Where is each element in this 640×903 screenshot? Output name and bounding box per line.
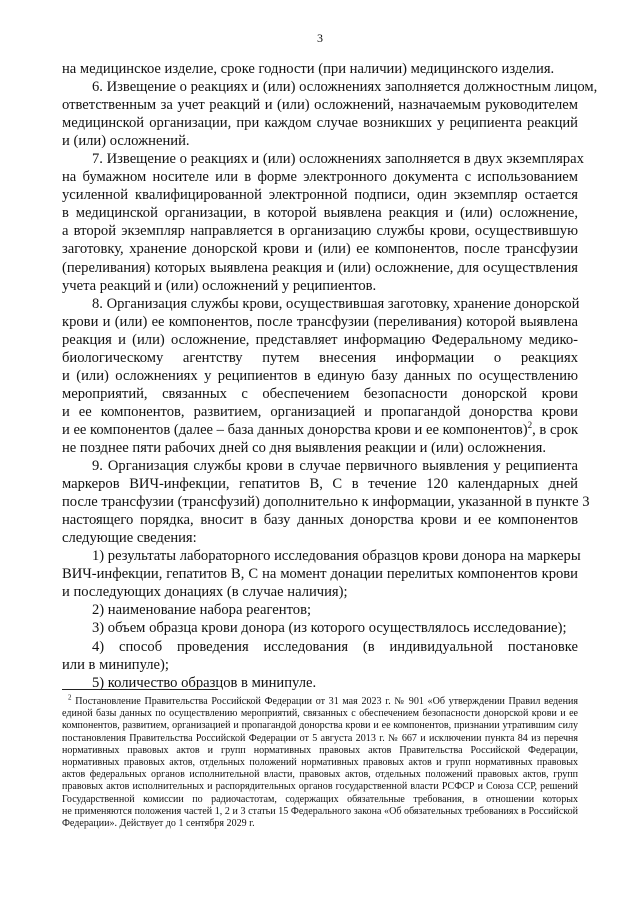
text-line: крови и (или) ее компонентов, после трансфузии (переливания) которой выявлена	[62, 313, 578, 330]
text-line: биологическому агентству путем внесения информации о реакциях	[62, 349, 578, 366]
footnote-line	[62, 693, 579, 708]
text-line: мероприятий, связанных с обеспечением безопасности донорской крови	[62, 385, 578, 402]
footnote-text: Постановление Правительства Российской Федерации от 31 мая 2023 г. № 901 «Об утверждении Правил ведения	[75, 696, 579, 707]
list-item-4	[62, 638, 578, 674]
list-item-2	[62, 601, 578, 619]
footnote-line: правовых актов исполнительных и распорядительных органов государственной власти РСФСР и Союза ССР, решений	[62, 781, 578, 793]
footnote-mark: 2	[68, 693, 72, 702]
text-line: или в минипуле);	[62, 656, 169, 673]
footnote-line: нормативных правовых актов и групп нормативных правовых актов Правительства Российской Федерации,	[62, 744, 578, 756]
text-line: на бумажном носителе или в форме электронного документа с использованием	[62, 169, 578, 186]
footnote-separator	[62, 689, 218, 690]
text-line: и последующих донациях (в случае наличия);	[62, 584, 348, 601]
footnote-line: нормативных правовых актов, отдельных положений нормативных правовых актов и групп нормативных правовых	[62, 757, 578, 769]
text-fragment: и ее компонентов (далее – база данных донорства крови и ее компонентов)	[62, 421, 528, 438]
paragraph-7	[62, 150, 584, 294]
text-line: 8. Организация службы крови, осуществившая заготовку, хранение донорской	[92, 295, 580, 312]
footnote-line: Федерации». Действует до 1 сентября 2029 г.	[62, 818, 255, 830]
list-item-1	[62, 547, 581, 601]
text-line: маркеров ВИЧ-инфекции, гепатитов В, С в течение 120 календарных дней	[62, 476, 578, 493]
text-line: после трансфузии (трансфузий) дополнительно к информации, указанной в пункте 3	[62, 494, 590, 511]
paragraph-8	[62, 295, 578, 457]
text-line: в медицинской организации, в которой выявлена реакция и (или) осложнение,	[62, 205, 578, 222]
text-line: 5) количество образцов в минипуле.	[92, 674, 317, 691]
paragraph-6	[62, 78, 598, 150]
paragraph-continuation	[62, 60, 578, 78]
footnote-line: постановления Правительства Российской Федерации от 5 августа 2013 г. № 667 и исключении пункта 84 из перечня	[62, 732, 578, 744]
text-line: и (или) осложнениях у реципиентов в единую базу данных по осуществлению	[62, 367, 578, 384]
paragraph-9	[62, 457, 590, 547]
text-line: и (или) осложнений.	[62, 133, 190, 150]
text-line: на медицинское изделие, сроке годности (при наличии) медицинского изделия.	[62, 61, 555, 77]
text-line: 3) объем образца крови донора (из которого осуществлялось исследование);	[92, 620, 567, 637]
text-line: настоящего порядка, вносит в базу данных донорства крови и ее компонентов	[62, 512, 578, 529]
text-line-with-footnote	[62, 421, 578, 439]
page-number: 3	[317, 31, 323, 45]
document-body	[62, 60, 598, 692]
footnote-line: единой базы данных по осуществлению мероприятий, связанных с обеспечением безопасности донорской крови и ее	[62, 708, 578, 720]
text-line: ВИЧ-инфекции, гепатитов В, С на момент донации перелитых компонентов крови	[62, 566, 578, 583]
text-line: 2) наименование набора реагентов;	[92, 602, 312, 619]
text-line: реакция и (или) осложнение, представляет информацию Федеральному медико-	[62, 331, 578, 348]
text-fragment: , в срок	[532, 421, 579, 438]
text-line: 7. Извещение о реакциях и (или) осложнениях заполняется в двух экземплярах	[92, 151, 584, 168]
footnote-line: актов федеральных органов исполнительной власти, правовых актов, отдельных положений правовых актов, групп	[62, 769, 578, 781]
text-line: а второй экземпляр направляется в организацию службы крови, осуществившую	[62, 223, 578, 240]
text-line: учета реакций и (или) осложнений у реципиентов.	[62, 277, 377, 294]
text-line: усиленной квалифицированной электронной подписи, один экземпляр остается	[62, 187, 578, 204]
footnote-line: Государственной комиссии по радиочастотам, содержащих обязательные требования, в отношении которых	[62, 793, 578, 805]
footnote-reference: 2	[527, 420, 533, 431]
text-line: 4) способ проведения исследования (в индивидуальной постановке	[92, 638, 578, 655]
footnote	[62, 693, 579, 830]
footnote-line: не применяются положения частей 1, 2 и 3 статьи 15 Федерального закона «Об обязательных требованиях в Российской	[62, 805, 578, 817]
text-line: 1) результаты лабораторного исследования образцов крови донора на маркеры	[92, 548, 581, 565]
text-line: медицинской организации, при каждом случае возникших у реципиента реакций	[62, 115, 578, 132]
text-line: и ее компонентов, развитием, организацией и пропагандой донорства крови	[62, 403, 578, 420]
text-line: заготовку, хранение донорской крови и (или) ее компонентов, после трансфузии	[62, 241, 578, 258]
text-line: 6. Извещение о реакциях и (или) осложнениях заполняется должностным лицом,	[92, 79, 598, 96]
text-line: следующие сведения:	[62, 530, 197, 547]
text-line: ответственным за учет реакций и (или) осложнений, назначаемым руководителем	[62, 97, 578, 114]
footnote-line: компонентов, развитием, организацией и пропагандой донорства крови и ее компонентов, признании утратившим силу	[62, 720, 578, 732]
text-line: не позднее пяти рабочих дней со дня выявления реакции и (или) осложнения.	[62, 439, 547, 456]
list-item-3	[62, 619, 578, 637]
text-line: (переливания) которых выявлена реакция и (или) осложнение, для осуществления	[62, 259, 578, 276]
text-line: 9. Организация службы крови в случае первичного выявления у реципиента	[92, 458, 578, 475]
